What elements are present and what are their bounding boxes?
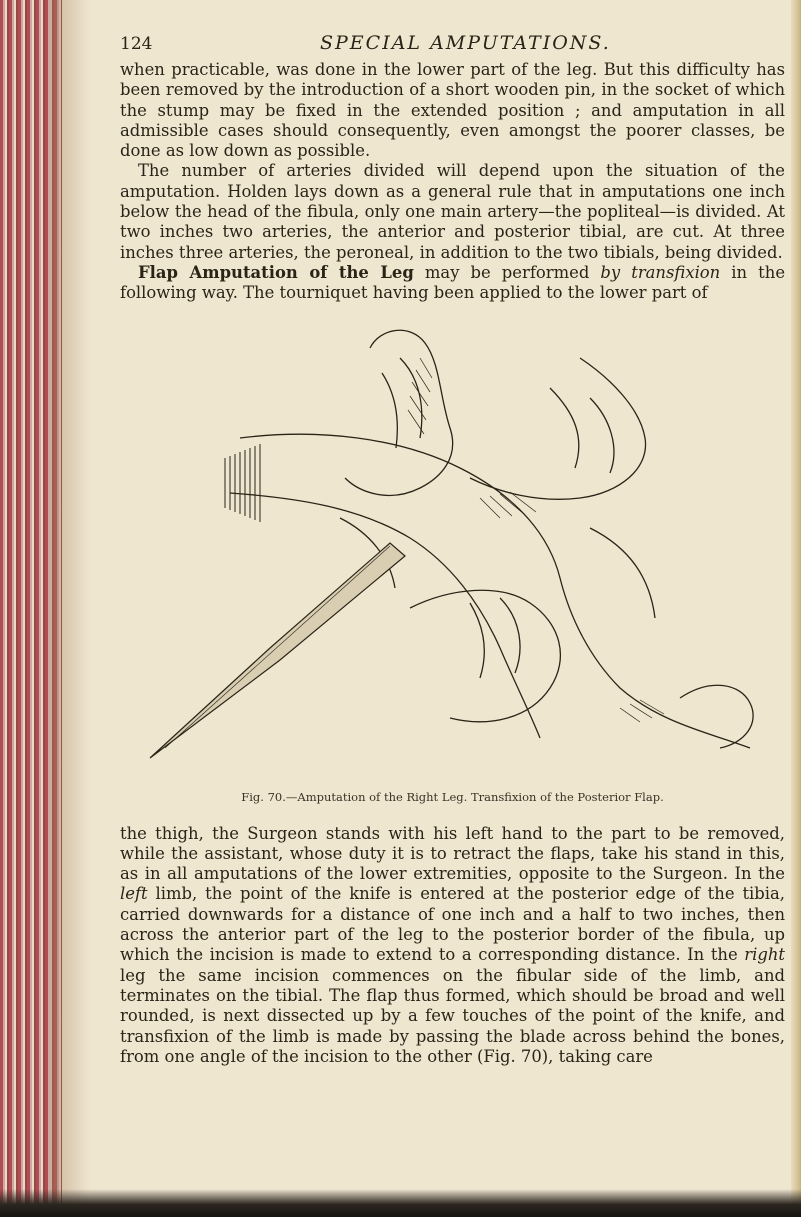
paragraph-4-text-a: the thigh, the Surgeon stands with his left hand to the part to be removed, while the assistant, whose duty it is to retract the flaps, take his stand in this, as in all amputations of the lower extremities, opposite to the Surgeon. In the (120, 823, 785, 884)
paragraph-4-italic-left: left (120, 884, 148, 904)
figure-70 (120, 318, 785, 788)
paragraph-3-text-b: in the following way. The tourniquet having been applied to the lower part of (120, 262, 786, 303)
running-head: SPECIAL AMPUTATIONS. (320, 32, 611, 54)
paragraph-4-text-c: leg the same incision commences on the fibular side of the limb, and terminates on the tibial. The flap thus formed, which should be broad and well rounded, is next dissected up by a few touches of the point of the knife, and transfixion of the limb is made by passing the blade across behind the bones, from one angle of the incision to the other (Fig. 70), taking care (120, 965, 785, 1066)
page-number: 124 (120, 34, 153, 54)
section-heading: Flap Amputation of the Leg (138, 262, 414, 282)
paragraph-3-text-a: may be performed (413, 262, 601, 282)
paragraph-3-italic: by transfixion (600, 262, 721, 282)
paragraph-3 (120, 263, 785, 304)
paragraph-4-italic-right: right (744, 945, 785, 965)
amputation-illustration (120, 318, 785, 788)
book-page (120, 30, 785, 1067)
figure-caption: Fig. 70.—Amputation of the Right Leg. Transfixion of the Posterior Flap. (241, 789, 664, 804)
page-header (120, 30, 785, 60)
paragraph-4 (120, 824, 785, 1068)
paragraph-4-text-b: limb, the point of the knife is entered at the posterior edge of the tibia, carried downwards for a distance of one inch and a half to two inches, then across the anterior part of the leg to the posterior border of the fibula, up which the incision is made to extend to a corresponding distance. In the (120, 884, 785, 965)
paragraph-1: when practicable, was done in the lower part of the leg. But this difficulty has been removed by the introduction of a short wooden pin, in the socket of which the stump may be fixed in the extended position ; and amputation in all admissible cases should consequently, even amongst the poorer classes, be done as low down as possible. (120, 60, 785, 161)
paragraph-2: The number of arteries divided will depend upon the situation of the amputation. Holden lays down as a general rule that in amputations one inch below the head of the fibula, only one main artery—the popliteal—is divided. At two inches two arteries, the anterior and posterior tibial, are cut. At three inches three arteries, the peroneal, in addition to the two tibials, being divided. (120, 161, 785, 262)
gutter-shadow (50, 0, 90, 1217)
page-edge (791, 0, 801, 1217)
page-bottom-shadow (0, 1189, 801, 1217)
